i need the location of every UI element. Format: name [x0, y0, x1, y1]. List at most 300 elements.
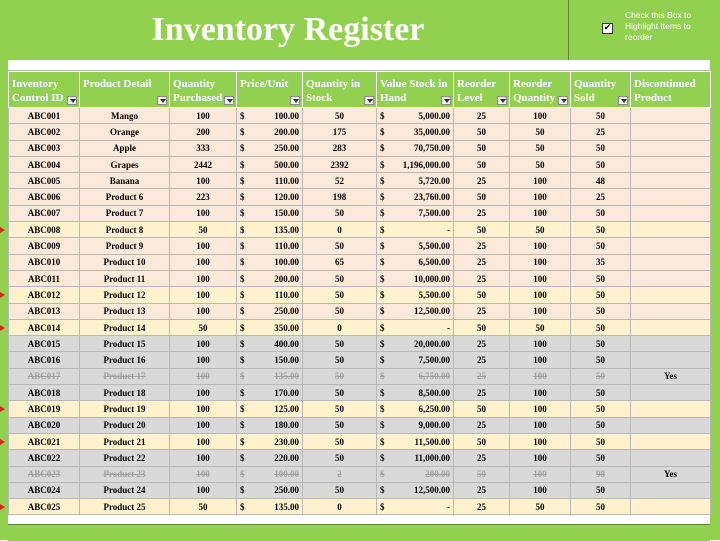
filter-dropdown-icon[interactable] [157, 96, 167, 105]
product-name-cell[interactable]: Apple [80, 140, 170, 156]
inventory-id-cell[interactable]: ABC008 [9, 222, 80, 238]
currency-amount: 6,250.00 [418, 403, 450, 414]
product-name-cell[interactable]: Mango [80, 108, 170, 124]
reorder-level-cell[interactable]: 50 [454, 124, 510, 140]
inventory-id-cell[interactable]: ABC023 [9, 466, 80, 482]
quantity-purchased-cell[interactable]: 50 [170, 499, 237, 515]
inventory-id-cell[interactable]: ABC010 [9, 254, 80, 270]
reorder-level-cell[interactable]: 25 [454, 352, 510, 368]
reorder-quantity-cell[interactable]: 50 [510, 499, 571, 515]
price-cell[interactable] [237, 336, 303, 352]
product-name-cell[interactable]: Product 11 [80, 270, 170, 286]
discontinued-cell[interactable] [631, 352, 711, 368]
quantity-in-stock-cell[interactable]: 52 [303, 173, 377, 189]
currency-value [240, 274, 299, 284]
currency-amount: 11,500.00 [414, 436, 450, 447]
product-name-cell[interactable]: Product 12 [80, 287, 170, 303]
quantity-purchased-cell[interactable]: 100 [170, 417, 237, 433]
inventory-id-cell[interactable]: ABC017 [9, 368, 80, 384]
discontinued-cell[interactable] [631, 482, 711, 498]
price-cell[interactable] [237, 254, 303, 270]
quantity-in-stock-cell[interactable]: 50 [303, 287, 377, 303]
currency-amount: 135.00 [274, 371, 299, 382]
reorder-level-cell[interactable]: 25 [454, 254, 510, 270]
quantity-in-stock-cell[interactable]: 50 [303, 238, 377, 254]
header-label: Inventory Control ID [12, 78, 64, 104]
stock-value-cell[interactable] [377, 254, 454, 270]
product-name-cell[interactable]: Orange [80, 124, 170, 140]
quantity-purchased-cell[interactable]: 100 [170, 401, 237, 417]
price-cell[interactable] [237, 173, 303, 189]
quantity-sold-cell[interactable]: 50 [571, 482, 631, 498]
inventory-id-cell[interactable]: ABC009 [9, 238, 80, 254]
discontinued-cell[interactable] [631, 336, 711, 352]
stock-value-cell[interactable] [377, 140, 454, 156]
quantity-in-stock-cell[interactable]: 2 [303, 466, 377, 482]
reorder-level-cell[interactable]: 25 [454, 450, 510, 466]
inventory-id-cell[interactable]: ABC005 [9, 173, 80, 189]
product-name-cell[interactable]: Product 7 [80, 205, 170, 221]
price-cell[interactable] [237, 433, 303, 449]
filter-dropdown-icon[interactable] [441, 96, 451, 105]
quantity-in-stock-cell[interactable]: 175 [303, 124, 377, 140]
stock-value-cell[interactable] [377, 270, 454, 286]
filter-dropdown-icon[interactable] [618, 96, 628, 105]
quantity-purchased-cell[interactable]: 100 [170, 385, 237, 401]
discontinued-cell[interactable] [631, 385, 711, 401]
quantity-in-stock-cell[interactable]: 198 [303, 189, 377, 205]
table-row [9, 287, 711, 303]
discontinued-cell[interactable] [631, 189, 711, 205]
quantity-purchased-cell[interactable]: 100 [170, 450, 237, 466]
currency-symbol: $ [380, 126, 385, 137]
inventory-id-cell[interactable]: ABC002 [9, 124, 80, 140]
stock-value-cell[interactable] [377, 287, 454, 303]
currency-amount: 120.00 [274, 192, 299, 203]
filter-dropdown-icon[interactable] [290, 96, 300, 105]
product-name-cell[interactable]: Product 18 [80, 385, 170, 401]
header-inventory-id [9, 72, 80, 108]
discontinued-cell[interactable] [631, 238, 711, 254]
reorder-marker-icon [0, 504, 5, 510]
product-name-cell[interactable]: Product 6 [80, 189, 170, 205]
stock-value-cell[interactable] [377, 238, 454, 254]
product-name-cell[interactable]: Product 21 [80, 433, 170, 449]
reorder-level-cell[interactable]: 25 [454, 205, 510, 221]
reorder-level-cell[interactable]: 50 [454, 466, 510, 482]
filter-dropdown-icon[interactable] [497, 96, 507, 105]
reorder-quantity-cell[interactable]: 100 [510, 189, 571, 205]
discontinued-cell[interactable]: Yes [631, 466, 711, 482]
reorder-level-cell[interactable]: 25 [454, 336, 510, 352]
discontinued-cell[interactable] [631, 319, 711, 335]
price-cell[interactable] [237, 270, 303, 286]
price-cell[interactable] [237, 124, 303, 140]
reorder-quantity-cell[interactable]: 100 [510, 450, 571, 466]
product-name-cell[interactable]: Grapes [80, 156, 170, 172]
quantity-sold-cell[interactable]: 50 [571, 205, 631, 221]
reorder-level-cell[interactable]: 50 [454, 401, 510, 417]
discontinued-cell[interactable] [631, 417, 711, 433]
stock-value-cell[interactable] [377, 352, 454, 368]
inventory-id-cell[interactable]: ABC025 [9, 499, 80, 515]
product-name-cell[interactable]: Product 16 [80, 352, 170, 368]
discontinued-cell[interactable] [631, 205, 711, 221]
discontinued-cell[interactable] [631, 450, 711, 466]
currency-symbol: $ [240, 159, 245, 170]
quantity-in-stock-cell[interactable]: 50 [303, 385, 377, 401]
stock-value-cell[interactable] [377, 368, 454, 384]
price-cell[interactable] [237, 303, 303, 319]
stock-value-cell[interactable] [377, 450, 454, 466]
reorder-level-cell[interactable]: 25 [454, 303, 510, 319]
product-name-cell[interactable]: Product 19 [80, 401, 170, 417]
inventory-id-cell[interactable]: ABC004 [9, 156, 80, 172]
filter-dropdown-icon[interactable] [67, 96, 77, 105]
quantity-purchased-cell[interactable]: 100 [170, 238, 237, 254]
reorder-level-cell[interactable]: 25 [454, 238, 510, 254]
quantity-sold-cell[interactable]: 50 [571, 352, 631, 368]
currency-symbol: $ [240, 387, 245, 398]
quantity-purchased-cell[interactable]: 100 [170, 205, 237, 221]
product-name-cell[interactable]: Product 10 [80, 254, 170, 270]
currency-amount: 200.00 [425, 469, 450, 480]
reorder-quantity-cell[interactable]: 50 [510, 319, 571, 335]
product-name-cell[interactable]: Product 17 [80, 368, 170, 384]
quantity-purchased-cell[interactable]: 100 [170, 352, 237, 368]
price-cell[interactable] [237, 140, 303, 156]
quantity-sold-cell[interactable]: 25 [571, 189, 631, 205]
reorder-quantity-cell[interactable]: 50 [510, 222, 571, 238]
quantity-sold-cell[interactable]: 50 [571, 319, 631, 335]
inventory-id-cell[interactable]: ABC001 [9, 108, 80, 124]
discontinued-cell[interactable]: Yes [631, 368, 711, 384]
quantity-sold-cell[interactable]: 50 [571, 140, 631, 156]
inventory-id-cell[interactable]: ABC018 [9, 385, 80, 401]
quantity-in-stock-cell[interactable]: 50 [303, 433, 377, 449]
quantity-purchased-cell[interactable]: 100 [170, 254, 237, 270]
currency-amount: 20,000.00 [414, 338, 450, 349]
quantity-in-stock-cell[interactable]: 50 [303, 401, 377, 417]
quantity-purchased-cell[interactable]: 50 [170, 222, 237, 238]
quantity-sold-cell[interactable]: 50 [571, 450, 631, 466]
quantity-sold-cell[interactable]: 50 [571, 287, 631, 303]
stock-value-cell[interactable] [377, 108, 454, 124]
quantity-in-stock-cell[interactable]: 50 [303, 303, 377, 319]
quantity-purchased-cell[interactable]: 100 [170, 482, 237, 498]
quantity-sold-cell[interactable]: 50 [571, 156, 631, 172]
quantity-purchased-cell[interactable]: 100 [170, 287, 237, 303]
price-cell[interactable] [237, 499, 303, 515]
price-cell[interactable] [237, 189, 303, 205]
inventory-id-cell[interactable]: ABC003 [9, 140, 80, 156]
inventory-id-cell[interactable]: ABC024 [9, 482, 80, 498]
reorder-marker-icon [0, 439, 5, 445]
reorder-quantity-cell[interactable]: 50 [510, 140, 571, 156]
quantity-purchased-cell[interactable]: 200 [170, 124, 237, 140]
price-cell[interactable] [237, 238, 303, 254]
reorder-level-cell[interactable]: 25 [454, 173, 510, 189]
reorder-quantity-cell[interactable]: 100 [510, 303, 571, 319]
table-row [9, 108, 711, 124]
price-cell[interactable] [237, 466, 303, 482]
currency-amount: 8,500.00 [418, 387, 450, 398]
currency-value [240, 192, 299, 202]
reorder-level-cell[interactable]: 25 [454, 482, 510, 498]
filter-dropdown-icon[interactable] [364, 96, 374, 105]
product-name-cell[interactable]: Product 23 [80, 466, 170, 482]
product-name-cell[interactable]: Product 25 [80, 499, 170, 515]
currency-amount: 5,720.00 [418, 175, 450, 186]
reorder-marker-icon [0, 292, 5, 298]
price-cell[interactable] [237, 222, 303, 238]
quantity-in-stock-cell[interactable]: 50 [303, 450, 377, 466]
stock-value-cell[interactable] [377, 433, 454, 449]
stock-value-cell[interactable] [377, 482, 454, 498]
inventory-id-cell[interactable]: ABC020 [9, 417, 80, 433]
reorder-quantity-cell[interactable]: 100 [510, 254, 571, 270]
quantity-purchased-cell[interactable]: 100 [170, 173, 237, 189]
quantity-in-stock-cell[interactable]: 50 [303, 108, 377, 124]
quantity-in-stock-cell[interactable]: 0 [303, 222, 377, 238]
quantity-in-stock-cell[interactable]: 283 [303, 140, 377, 156]
quantity-in-stock-cell[interactable]: 2392 [303, 156, 377, 172]
quantity-in-stock-cell[interactable]: 65 [303, 254, 377, 270]
stock-value-cell[interactable] [377, 222, 454, 238]
currency-amount: 10,000.00 [414, 273, 450, 284]
currency-value [240, 388, 299, 398]
reorder-quantity-cell[interactable]: 100 [510, 466, 571, 482]
reorder-quantity-cell[interactable]: 100 [510, 205, 571, 221]
inventory-id-cell[interactable]: ABC007 [9, 205, 80, 221]
quantity-sold-cell[interactable]: 50 [571, 303, 631, 319]
quantity-in-stock-cell[interactable]: 0 [303, 319, 377, 335]
discontinued-cell[interactable] [631, 270, 711, 286]
currency-value [240, 453, 299, 463]
stock-value-cell[interactable] [377, 401, 454, 417]
inventory-id-cell[interactable]: ABC011 [9, 270, 80, 286]
price-cell[interactable] [237, 205, 303, 221]
discontinued-cell[interactable] [631, 222, 711, 238]
reorder-highlight-checkbox[interactable]: ✔ [603, 23, 612, 33]
inventory-id-cell[interactable]: ABC016 [9, 352, 80, 368]
reorder-level-cell[interactable]: 25 [454, 108, 510, 124]
stock-value-cell[interactable] [377, 499, 454, 515]
currency-value [380, 160, 450, 170]
currency-amount: 230.00 [274, 436, 299, 447]
quantity-in-stock-cell[interactable]: 50 [303, 336, 377, 352]
reorder-quantity-cell[interactable]: 100 [510, 385, 571, 401]
reorder-level-cell[interactable]: 25 [454, 368, 510, 384]
reorder-level-cell[interactable]: 50 [454, 287, 510, 303]
reorder-level-cell[interactable]: 25 [454, 499, 510, 515]
reorder-quantity-cell[interactable]: 100 [510, 352, 571, 368]
inventory-id-cell[interactable]: ABC022 [9, 450, 80, 466]
inventory-id-cell[interactable]: ABC014 [9, 319, 80, 335]
reorder-quantity-cell[interactable]: 100 [510, 336, 571, 352]
reorder-quantity-cell[interactable]: 100 [510, 238, 571, 254]
reorder-quantity-cell[interactable]: 100 [510, 482, 571, 498]
reorder-level-cell[interactable]: 50 [454, 156, 510, 172]
currency-value [240, 306, 299, 316]
discontinued-cell[interactable] [631, 433, 711, 449]
quantity-sold-cell[interactable]: 50 [571, 238, 631, 254]
quantity-sold-cell[interactable]: 50 [571, 108, 631, 124]
reorder-level-cell[interactable]: 50 [454, 189, 510, 205]
currency-amount: 125.00 [274, 403, 299, 414]
discontinued-cell[interactable] [631, 173, 711, 189]
product-name-cell[interactable]: Product 24 [80, 482, 170, 498]
price-cell[interactable] [237, 401, 303, 417]
product-name-cell[interactable]: Banana [80, 173, 170, 189]
price-cell[interactable] [237, 108, 303, 124]
price-cell[interactable] [237, 156, 303, 172]
reorder-quantity-cell[interactable]: 100 [510, 270, 571, 286]
quantity-purchased-cell[interactable]: 100 [170, 433, 237, 449]
quantity-purchased-cell[interactable]: 333 [170, 140, 237, 156]
reorder-quantity-cell[interactable]: 100 [510, 368, 571, 384]
filter-dropdown-icon[interactable] [224, 96, 234, 105]
product-name-cell[interactable]: Product 14 [80, 319, 170, 335]
quantity-sold-cell[interactable]: 50 [571, 336, 631, 352]
quantity-sold-cell[interactable]: 50 [571, 499, 631, 515]
reorder-level-cell[interactable]: 25 [454, 385, 510, 401]
reorder-level-cell[interactable]: 25 [454, 417, 510, 433]
quantity-in-stock-cell[interactable]: 50 [303, 205, 377, 221]
discontinued-cell[interactable] [631, 156, 711, 172]
price-cell[interactable] [237, 417, 303, 433]
quantity-sold-cell[interactable]: 98 [571, 466, 631, 482]
price-cell[interactable] [237, 385, 303, 401]
quantity-purchased-cell[interactable]: 100 [170, 466, 237, 482]
currency-symbol: $ [240, 322, 245, 333]
stock-value-cell[interactable] [377, 303, 454, 319]
quantity-in-stock-cell[interactable]: 0 [303, 499, 377, 515]
inventory-id-cell[interactable]: ABC013 [9, 303, 80, 319]
price-cell[interactable] [237, 482, 303, 498]
stock-value-cell[interactable] [377, 189, 454, 205]
inventory-id-cell[interactable]: ABC006 [9, 189, 80, 205]
quantity-purchased-cell[interactable]: 50 [170, 319, 237, 335]
table-row [9, 433, 711, 449]
quantity-sold-cell[interactable]: 50 [571, 417, 631, 433]
quantity-in-stock-cell[interactable]: 50 [303, 417, 377, 433]
price-cell[interactable] [237, 368, 303, 384]
stock-value-cell[interactable] [377, 156, 454, 172]
quantity-sold-cell[interactable]: 50 [571, 385, 631, 401]
product-name-cell[interactable]: Product 8 [80, 222, 170, 238]
quantity-in-stock-cell[interactable]: 50 [303, 352, 377, 368]
stock-value-cell[interactable] [377, 124, 454, 140]
product-name-cell[interactable]: Product 15 [80, 336, 170, 352]
reorder-quantity-cell[interactable]: 100 [510, 287, 571, 303]
reorder-level-cell[interactable]: 50 [454, 222, 510, 238]
quantity-purchased-cell[interactable]: 100 [170, 270, 237, 286]
currency-amount: 35,000.00 [414, 126, 450, 137]
reorder-level-cell[interactable]: 50 [454, 319, 510, 335]
stock-value-cell[interactable] [377, 319, 454, 335]
price-cell[interactable] [237, 352, 303, 368]
discontinued-cell[interactable] [631, 401, 711, 417]
price-cell[interactable] [237, 319, 303, 335]
currency-value [240, 404, 299, 414]
stock-value-cell[interactable] [377, 336, 454, 352]
quantity-sold-cell[interactable]: 50 [571, 222, 631, 238]
quantity-sold-cell[interactable]: 25 [571, 124, 631, 140]
quantity-sold-cell[interactable]: 50 [571, 433, 631, 449]
reorder-level-cell[interactable]: 25 [454, 270, 510, 286]
quantity-purchased-cell[interactable]: 100 [170, 303, 237, 319]
discontinued-cell[interactable] [631, 254, 711, 270]
currency-symbol: $ [240, 371, 245, 382]
header-reorder-quantity [510, 72, 571, 108]
inventory-id-cell[interactable]: ABC019 [9, 401, 80, 417]
reorder-quantity-cell[interactable]: 50 [510, 124, 571, 140]
quantity-sold-cell[interactable]: 50 [571, 368, 631, 384]
quantity-purchased-cell[interactable]: 2442 [170, 156, 237, 172]
reorder-quantity-cell[interactable]: 100 [510, 417, 571, 433]
currency-value [240, 323, 299, 333]
reorder-level-cell[interactable]: 50 [454, 433, 510, 449]
quantity-purchased-cell[interactable]: 223 [170, 189, 237, 205]
quantity-sold-cell[interactable]: 48 [571, 173, 631, 189]
quantity-in-stock-cell[interactable]: 50 [303, 270, 377, 286]
product-name-cell[interactable]: Product 9 [80, 238, 170, 254]
stock-value-cell[interactable] [377, 466, 454, 482]
discontinued-cell[interactable] [631, 108, 711, 124]
quantity-sold-cell[interactable]: 35 [571, 254, 631, 270]
discontinued-cell[interactable] [631, 499, 711, 515]
reorder-quantity-cell[interactable]: 100 [510, 401, 571, 417]
quantity-sold-cell[interactable]: 50 [571, 401, 631, 417]
product-name-cell[interactable]: Product 20 [80, 417, 170, 433]
stock-value-cell[interactable] [377, 417, 454, 433]
discontinued-cell[interactable] [631, 124, 711, 140]
reorder-quantity-cell[interactable]: 50 [510, 156, 571, 172]
discontinued-cell[interactable] [631, 303, 711, 319]
left-frame [0, 0, 8, 540]
product-name-cell[interactable]: Product 13 [80, 303, 170, 319]
stock-value-cell[interactable] [377, 173, 454, 189]
quantity-purchased-cell[interactable]: 100 [170, 108, 237, 124]
reorder-quantity-cell[interactable]: 100 [510, 108, 571, 124]
currency-amount: 110.00 [274, 175, 299, 186]
quantity-purchased-cell[interactable]: 100 [170, 368, 237, 384]
quantity-sold-cell[interactable]: 50 [571, 270, 631, 286]
product-name-cell[interactable]: Product 22 [80, 450, 170, 466]
currency-value [380, 453, 450, 463]
table-row [9, 303, 711, 319]
inventory-id-cell[interactable]: ABC012 [9, 287, 80, 303]
quantity-in-stock-cell[interactable]: 50 [303, 482, 377, 498]
stock-value-cell[interactable] [377, 385, 454, 401]
reorder-quantity-cell[interactable]: 100 [510, 173, 571, 189]
filter-dropdown-icon[interactable] [558, 96, 568, 105]
discontinued-cell[interactable] [631, 287, 711, 303]
reorder-quantity-cell[interactable]: 100 [510, 433, 571, 449]
quantity-in-stock-cell[interactable]: 50 [303, 368, 377, 384]
quantity-purchased-cell[interactable]: 100 [170, 336, 237, 352]
price-cell[interactable] [237, 450, 303, 466]
inventory-id-cell[interactable]: ABC021 [9, 433, 80, 449]
stock-value-cell[interactable] [377, 205, 454, 221]
reorder-level-cell[interactable]: 50 [454, 140, 510, 156]
price-cell[interactable] [237, 287, 303, 303]
currency-value [240, 371, 299, 381]
inventory-id-cell[interactable]: ABC015 [9, 336, 80, 352]
discontinued-cell[interactable] [631, 140, 711, 156]
currency-symbol: $ [240, 224, 245, 235]
